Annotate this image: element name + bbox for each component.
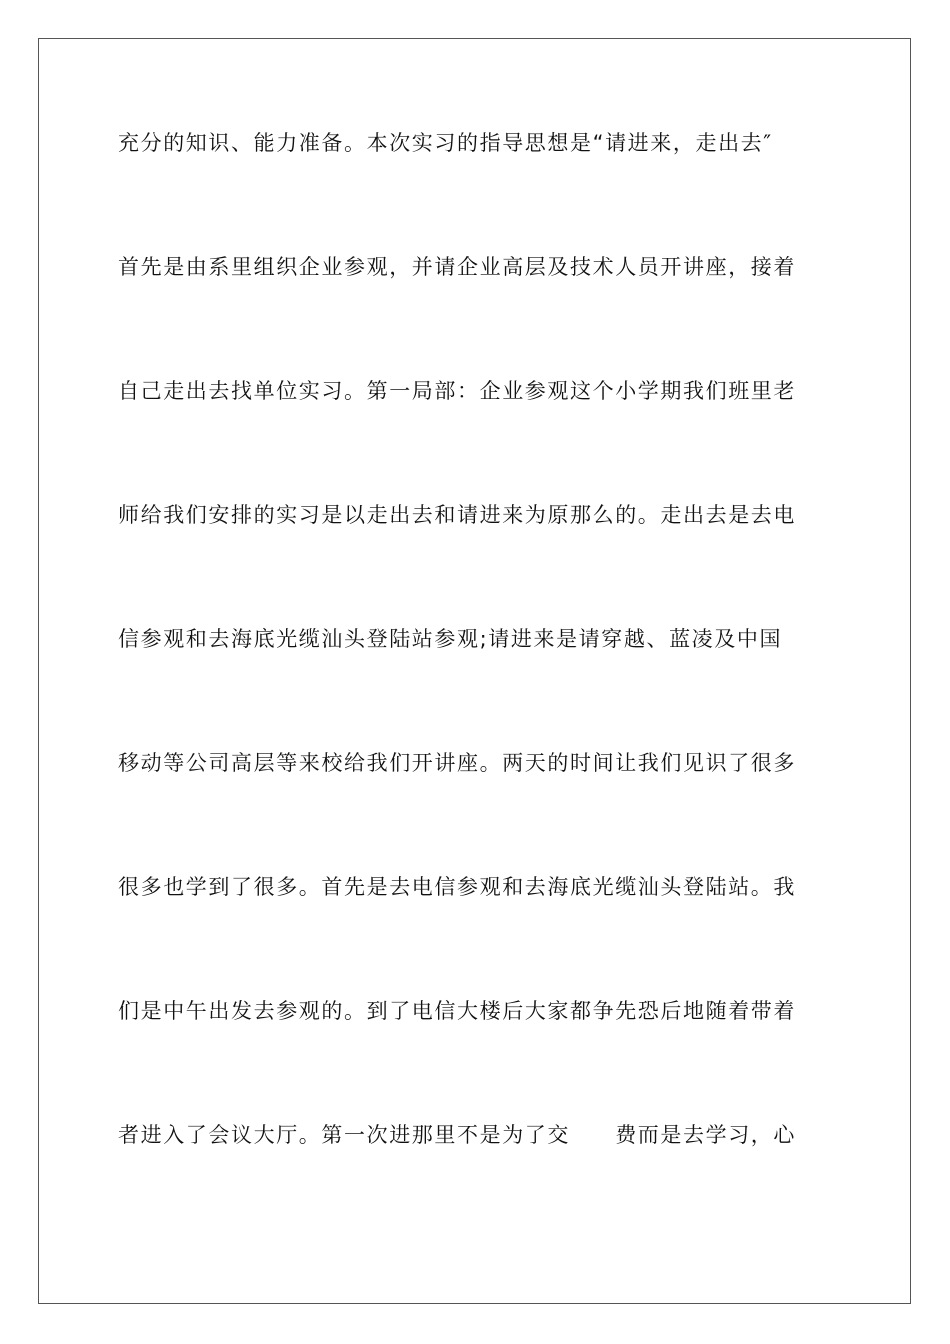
- text-line-9: 者进入了会议大厅。第一次进那里不是为了交 费而是去学习，心: [118, 1123, 796, 1147]
- text-line-6: 移动等公司高层等来校给我们开讲座。两天的时间让我们见识了很多: [118, 751, 796, 775]
- text-line-4: 师给我们安排的实习是以走出去和请进来为原那么的。走出去是去电: [118, 503, 796, 527]
- text-line-7: 很多也学到了很多。首先是去电信参观和去海底光缆汕头登陆站。我: [118, 875, 796, 899]
- text-line-1: 充分的知识、能力准备。本次实习的指导思想是“请进来，走出去″: [118, 131, 773, 155]
- text-line-5: 信参观和去海底光缆汕头登陆站参观;请进来是请穿越、蓝凌及中国: [118, 627, 783, 651]
- page-border: [38, 38, 911, 1304]
- text-line-3: 自己走出去找单位实习。第一局部：企业参观这个小学期我们班里老: [118, 379, 796, 403]
- text-line-2: 首先是由系里组织企业参观，并请企业高层及技术人员开讲座，接着: [118, 255, 796, 279]
- text-line-8: 们是中午出发去参观的。到了电信大楼后大家都争先恐后地随着带着: [118, 999, 796, 1023]
